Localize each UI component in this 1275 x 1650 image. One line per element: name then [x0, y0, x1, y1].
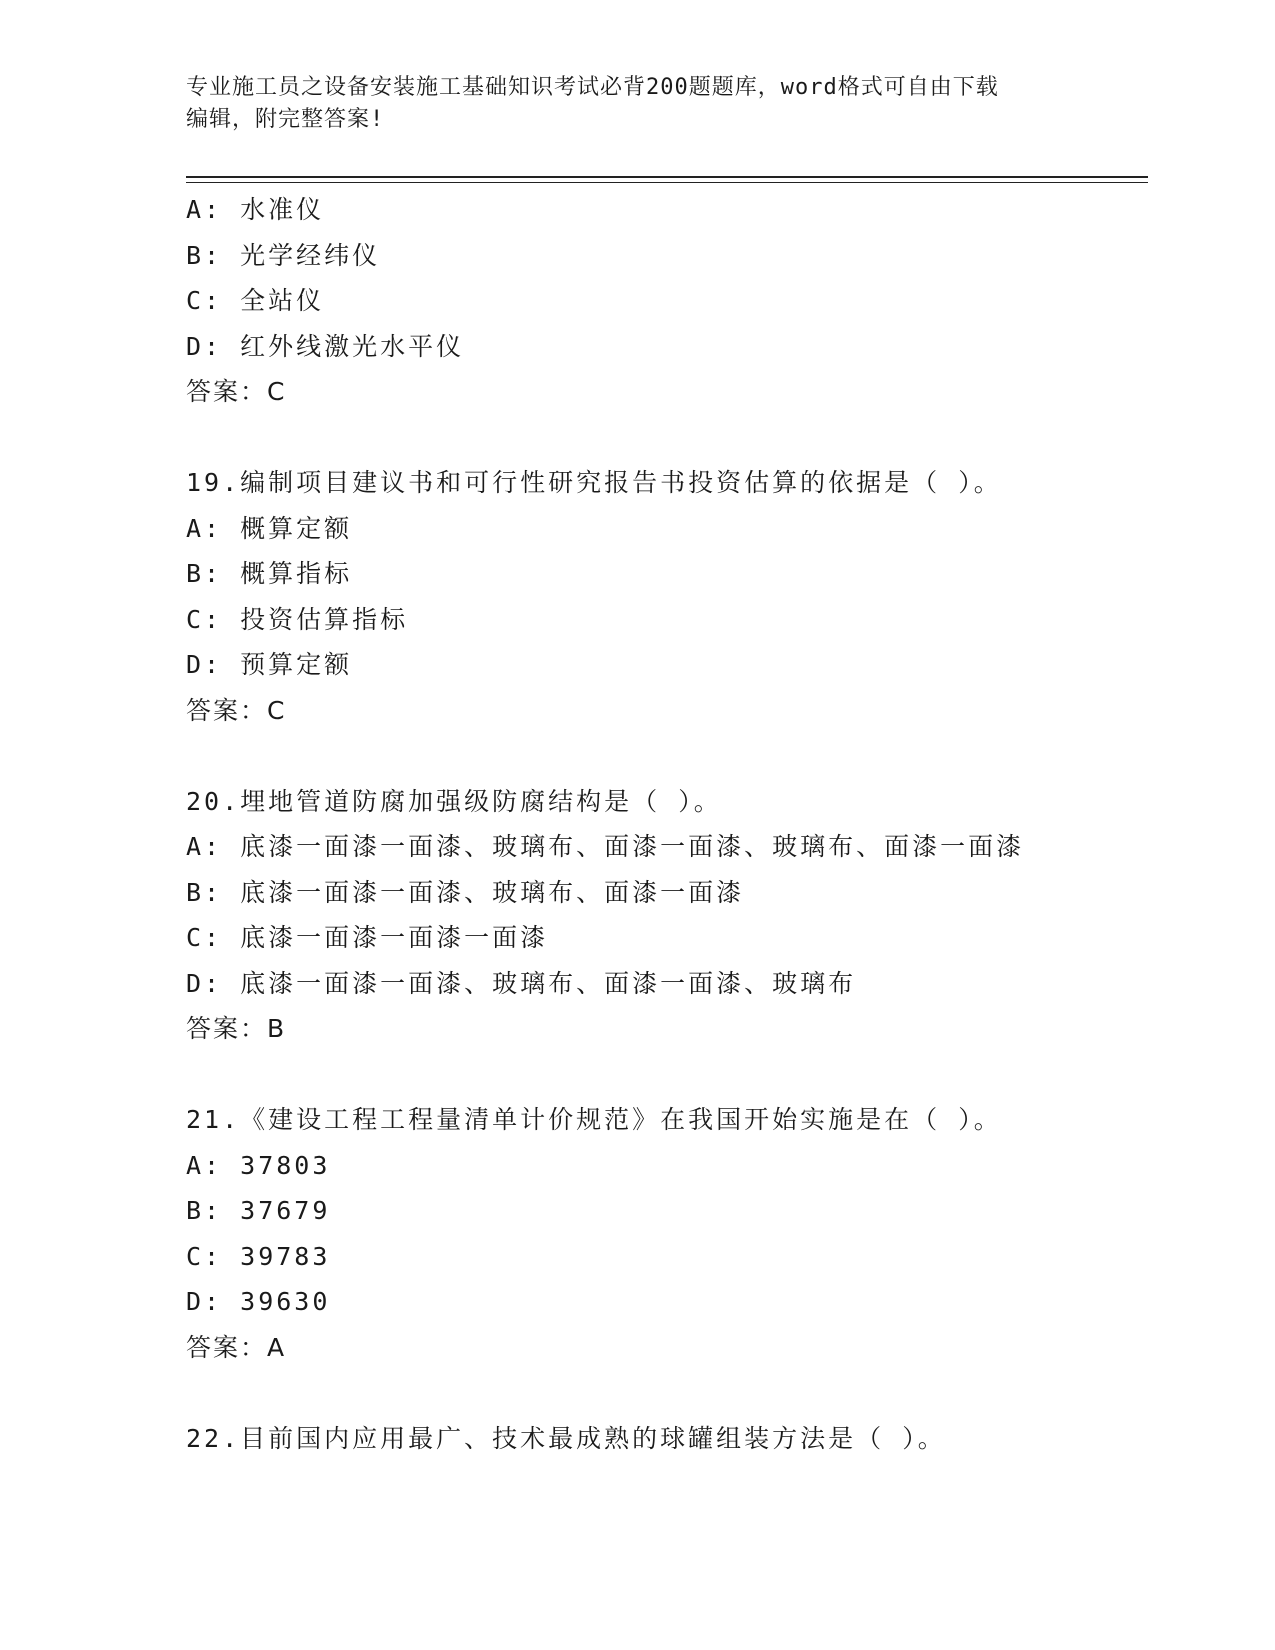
option-b: B: 光学经纬仪	[186, 240, 381, 270]
question-block-20	[186, 779, 1148, 1052]
header-title-line-2: 编辑，附完整答案!	[186, 107, 385, 132]
question-stem: 22.目前国内应用最广、技术最成熟的球罐组装方法是（ ）。	[186, 1423, 946, 1453]
option-c: C: 全站仪	[186, 286, 325, 315]
option-c: C: 投资估算指标	[186, 604, 409, 634]
option-d: D: 红外线激光水平仪	[186, 331, 465, 361]
spacer	[186, 415, 1148, 461]
option-a: A: 概算定额	[186, 513, 353, 543]
option-c: C: 39783	[186, 1241, 331, 1271]
question-block-22	[186, 1416, 1148, 1462]
option-b: B: 底漆一面漆一面漆、玻璃布、面漆一面漆	[186, 877, 745, 907]
option-d: D: 39630	[186, 1287, 331, 1316]
answer-line: 答案：C	[186, 377, 287, 406]
spacer	[186, 733, 1148, 779]
option-a: A: 水准仪	[186, 195, 325, 224]
spacer	[186, 1370, 1148, 1416]
question-stem: 19.编制项目建议书和可行性研究报告书投资估算的依据是（ ）。	[186, 468, 1002, 497]
option-a: A: 底漆一面漆一面漆、玻璃布、面漆一面漆、玻璃布、面漆一面漆	[186, 832, 1025, 861]
header-divider-thin	[186, 182, 1148, 183]
answer-line: 答案：A	[186, 1332, 287, 1362]
question-stem: 21.《建设工程工程量清单计价规范》在我国开始实施是在（ ）。	[186, 1105, 1002, 1134]
question-block-21	[186, 1097, 1148, 1370]
option-d: D: 预算定额	[186, 650, 353, 679]
question-stem: 20.埋地管道防腐加强级防腐结构是（ ）。	[186, 786, 722, 816]
option-b: B: 概算指标	[186, 559, 353, 588]
document-header	[186, 72, 1086, 136]
option-c: C: 底漆一面漆一面漆一面漆	[186, 923, 549, 952]
question-block-19	[186, 460, 1148, 733]
option-b: B: 37679	[186, 1196, 331, 1225]
question-block-18-partial	[186, 187, 1148, 415]
option-d: D: 底漆一面漆一面漆、玻璃布、面漆一面漆、玻璃布	[186, 968, 857, 998]
header-divider-thick	[186, 176, 1148, 178]
answer-line: 答案：C	[186, 695, 287, 725]
header-title-line-1: 专业施工员之设备安装施工基础知识考试必背200题题库，word格式可自由下载	[186, 75, 999, 100]
spacer	[186, 1052, 1148, 1098]
option-a: A: 37803	[186, 1150, 331, 1180]
answer-line: 答案：B	[186, 1014, 287, 1043]
question-list	[186, 187, 1148, 1461]
